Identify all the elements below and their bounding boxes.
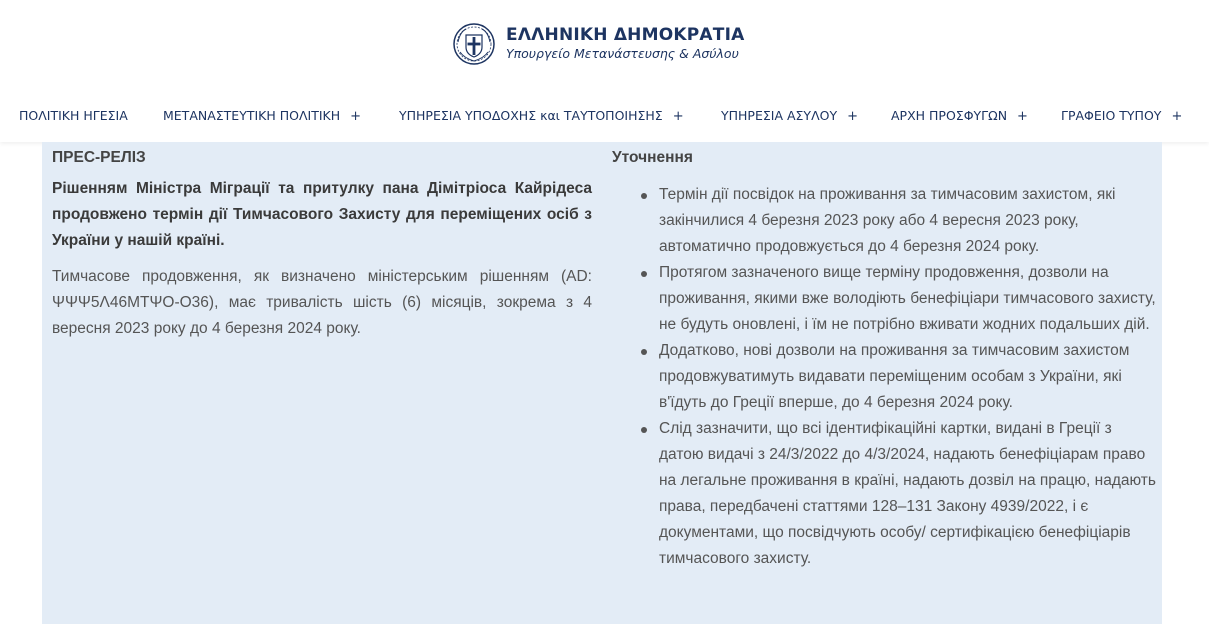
nav-item-migration-policy[interactable] xyxy=(163,108,361,124)
expand-plus-icon[interactable]: + xyxy=(672,109,684,124)
press-release-column xyxy=(52,148,592,342)
nav-item-label: ΥΠΗΡΕΣΙΑ ΑΣΥΛΟΥ xyxy=(721,108,838,123)
list-item-text: Додатково, нові дозволи на проживання за тимчасовим захистом продовжуватимуть видавати переміщеним особам з України, які в'їдуть до Греції вперше, до 4 березня 2024 року. xyxy=(659,342,1130,411)
nav-item-asylum-service[interactable] xyxy=(721,108,858,124)
bullet-dot-icon xyxy=(641,349,647,355)
site-header xyxy=(0,0,1209,142)
bullet-dot-icon xyxy=(641,271,647,277)
nav-item-label: ΑΡΧΗ ΠΡΟΣΦΥΓΩΝ xyxy=(891,108,1008,123)
expand-plus-icon[interactable]: + xyxy=(1017,109,1028,124)
list-item-text: Слід зазначити, що всі ідентифікаційні картки, видані в Греції з датою видачі з 24/3/2022 до 4/3/2024, надають бенефіціарам право на легальне проживання в країні, надають дозвіл на працю, надають права, передбачені статтями 128–131 Закону 4939/2022, і є документами, що посвідчують особу/ сертифікацією бенефіціарів тимчасового захисту. xyxy=(659,420,1156,567)
clarifications-title: Уточнення xyxy=(612,149,693,166)
nav-item-refugee-authority[interactable] xyxy=(891,108,1028,124)
list-item xyxy=(612,182,1157,260)
site-logo[interactable] xyxy=(452,22,744,66)
logo-subtitle: Υπουργείο Μετανάστευσης & Ασύλου xyxy=(506,46,739,62)
expand-plus-icon[interactable]: + xyxy=(847,109,858,124)
nav-item-label: ΥΠΗΡΕΣΙΑ ΥΠΟΔΟΧΗΣ και ΤΑΥΤΟΠΟΙΗΣΗΣ xyxy=(399,108,663,123)
nav-item-label: ΓΡΑΦΕΙΟ ΤΥΠΟΥ xyxy=(1061,108,1162,123)
clarifications-column xyxy=(612,148,1157,567)
expand-plus-icon[interactable]: + xyxy=(350,109,362,124)
nav-item-press-office[interactable] xyxy=(1061,108,1182,124)
list-item xyxy=(612,416,1157,572)
list-item-text: Термін дії посвідок на проживання за тимчасовим захистом, які закінчилися 4 березня 2023 року або 4 вересня 2023 року, автоматично продовжується до 4 березня 2024 року. xyxy=(659,186,1116,255)
press-release-lead: Рішенням Міністра Міграції та притулку пана Дімітріоса Кайрідеса продовжено термін дії Тимчасового Захисту для переміщених осіб з України у нашій країні. xyxy=(52,180,592,249)
main-navigation xyxy=(0,108,1209,128)
logo-title: ΕΛΛΗΝΙΚΗ ΔΗΜΟΚΡΑΤΙΑ xyxy=(506,25,745,46)
press-release-body: Тимчасове продовження, як визначено міністерським рішенням (AD: ΨΨΨ5Λ46ΜΤΨΟ-Ο36), має тривалість шість (6) місяців, зокрема з 4 вересня 2023 року до 4 березня 2024 року. xyxy=(52,268,592,337)
press-release-panel xyxy=(42,142,1162,624)
expand-plus-icon[interactable]: + xyxy=(1171,109,1183,124)
clarifications-list xyxy=(612,182,1157,572)
nav-item-reception-identification-service[interactable] xyxy=(399,108,684,124)
list-item-text: Протягом зазначеного вище терміну продовження, дозволи на проживання, якими вже володіють бенефіціари тимчасового захисту, не будуть оновлені, і їм не потрібно вживати жодних подальших дій. xyxy=(659,264,1156,333)
bullet-dot-icon xyxy=(641,193,647,199)
nav-item-label: ΠΟΛΙΤΙΚΗ ΗΓΕΣΙΑ xyxy=(19,108,128,123)
nav-item-political-leadership[interactable] xyxy=(19,108,128,123)
list-item xyxy=(612,338,1157,416)
list-item xyxy=(612,260,1157,338)
nav-item-label: ΜΕΤΑΝΑΣΤΕΥΤΙΚΗ ΠΟΛΙΤΙΚΗ xyxy=(163,108,341,123)
greek-coat-of-arms-icon xyxy=(452,22,496,66)
press-release-title: ПРЕС-РЕЛІЗ xyxy=(52,149,146,166)
bullet-dot-icon xyxy=(641,427,647,433)
